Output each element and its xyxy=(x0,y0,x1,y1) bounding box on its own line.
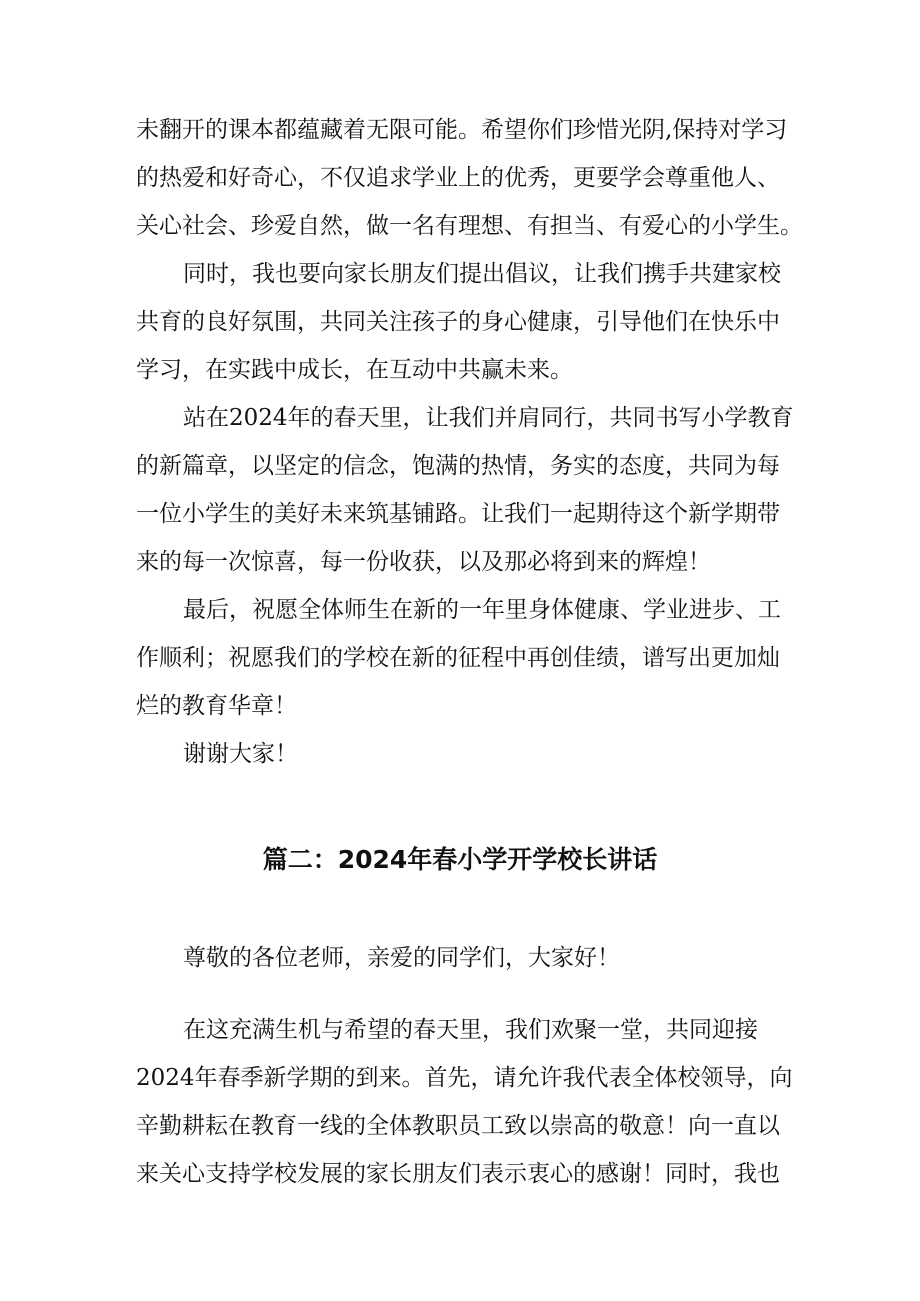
paragraph-line: 来的每一次惊喜，每一份收获，以及那必将到来的辉煌！ xyxy=(136,549,711,575)
paragraph-line: 学习，在实践中成长，在互动中共赢未来。 xyxy=(136,357,573,383)
paragraph-line: 2024年春季新学期的到来。首先，请允许我代表全体校领导，向 xyxy=(136,1065,793,1091)
section-heading: 篇二：2024年春小学开学校长讲话 xyxy=(262,845,658,874)
paragraph-line: 烂的教育华章！ xyxy=(136,693,297,719)
paragraph-line: 最后，祝愿全体师生在新的一年里身体健康、学业进步、工 xyxy=(183,597,781,623)
speech-section-two xyxy=(136,1006,804,1198)
paragraph-line: 的新篇章，以坚定的信念，饱满的热情，务实的态度，共同为每 xyxy=(136,453,780,479)
paragraph-line: 辛勤耕耘在教育一线的全体教职员工致以崇高的敬意！向一直以 xyxy=(136,1113,780,1139)
paragraph-line: 一位小学生的美好未来筑基铺路。让我们一起期待这个新学期带 xyxy=(136,501,780,527)
greeting-line: 尊敬的各位老师，亲爱的同学们，大家好！ xyxy=(183,945,620,971)
paragraph-line: 来关心支持学校发展的家长朋友们表示衷心的感谢！同时，我也 xyxy=(136,1161,780,1187)
paragraph-line: 关心社会、珍爱自然，做一名有理想、有担当、有爱心的小学生。 xyxy=(136,213,803,239)
paragraph-line: 共育的良好氛围，共同关注孩子的身心健康，引导他们在快乐中 xyxy=(136,309,780,335)
paragraph-line: 站在2024年的春天里，让我们并肩同行，共同书写小学教育 xyxy=(183,405,794,431)
closing-thanks: 谢谢大家！ xyxy=(183,741,298,767)
paragraph-line: 同时，我也要向家长朋友们提出倡议，让我们携手共建家校 xyxy=(183,261,781,287)
greeting-block xyxy=(136,934,804,982)
paragraph-line: 的热爱和好奇心，不仅追求学业上的优秀，更要学会尊重他人、 xyxy=(136,165,780,191)
speech-section-one xyxy=(136,106,804,778)
paragraph-line: 在这充满生机与希望的春天里，我们欢聚一堂，共同迎接 xyxy=(183,1017,758,1043)
paragraph-line: 未翻开的课本都蕴藏着无限可能。希望你们珍惜光阴,保持对学习 xyxy=(136,117,788,143)
paragraph-line: 作顺利；祝愿我们的学校在新的征程中再创佳绩，谱写出更加灿 xyxy=(136,645,780,671)
